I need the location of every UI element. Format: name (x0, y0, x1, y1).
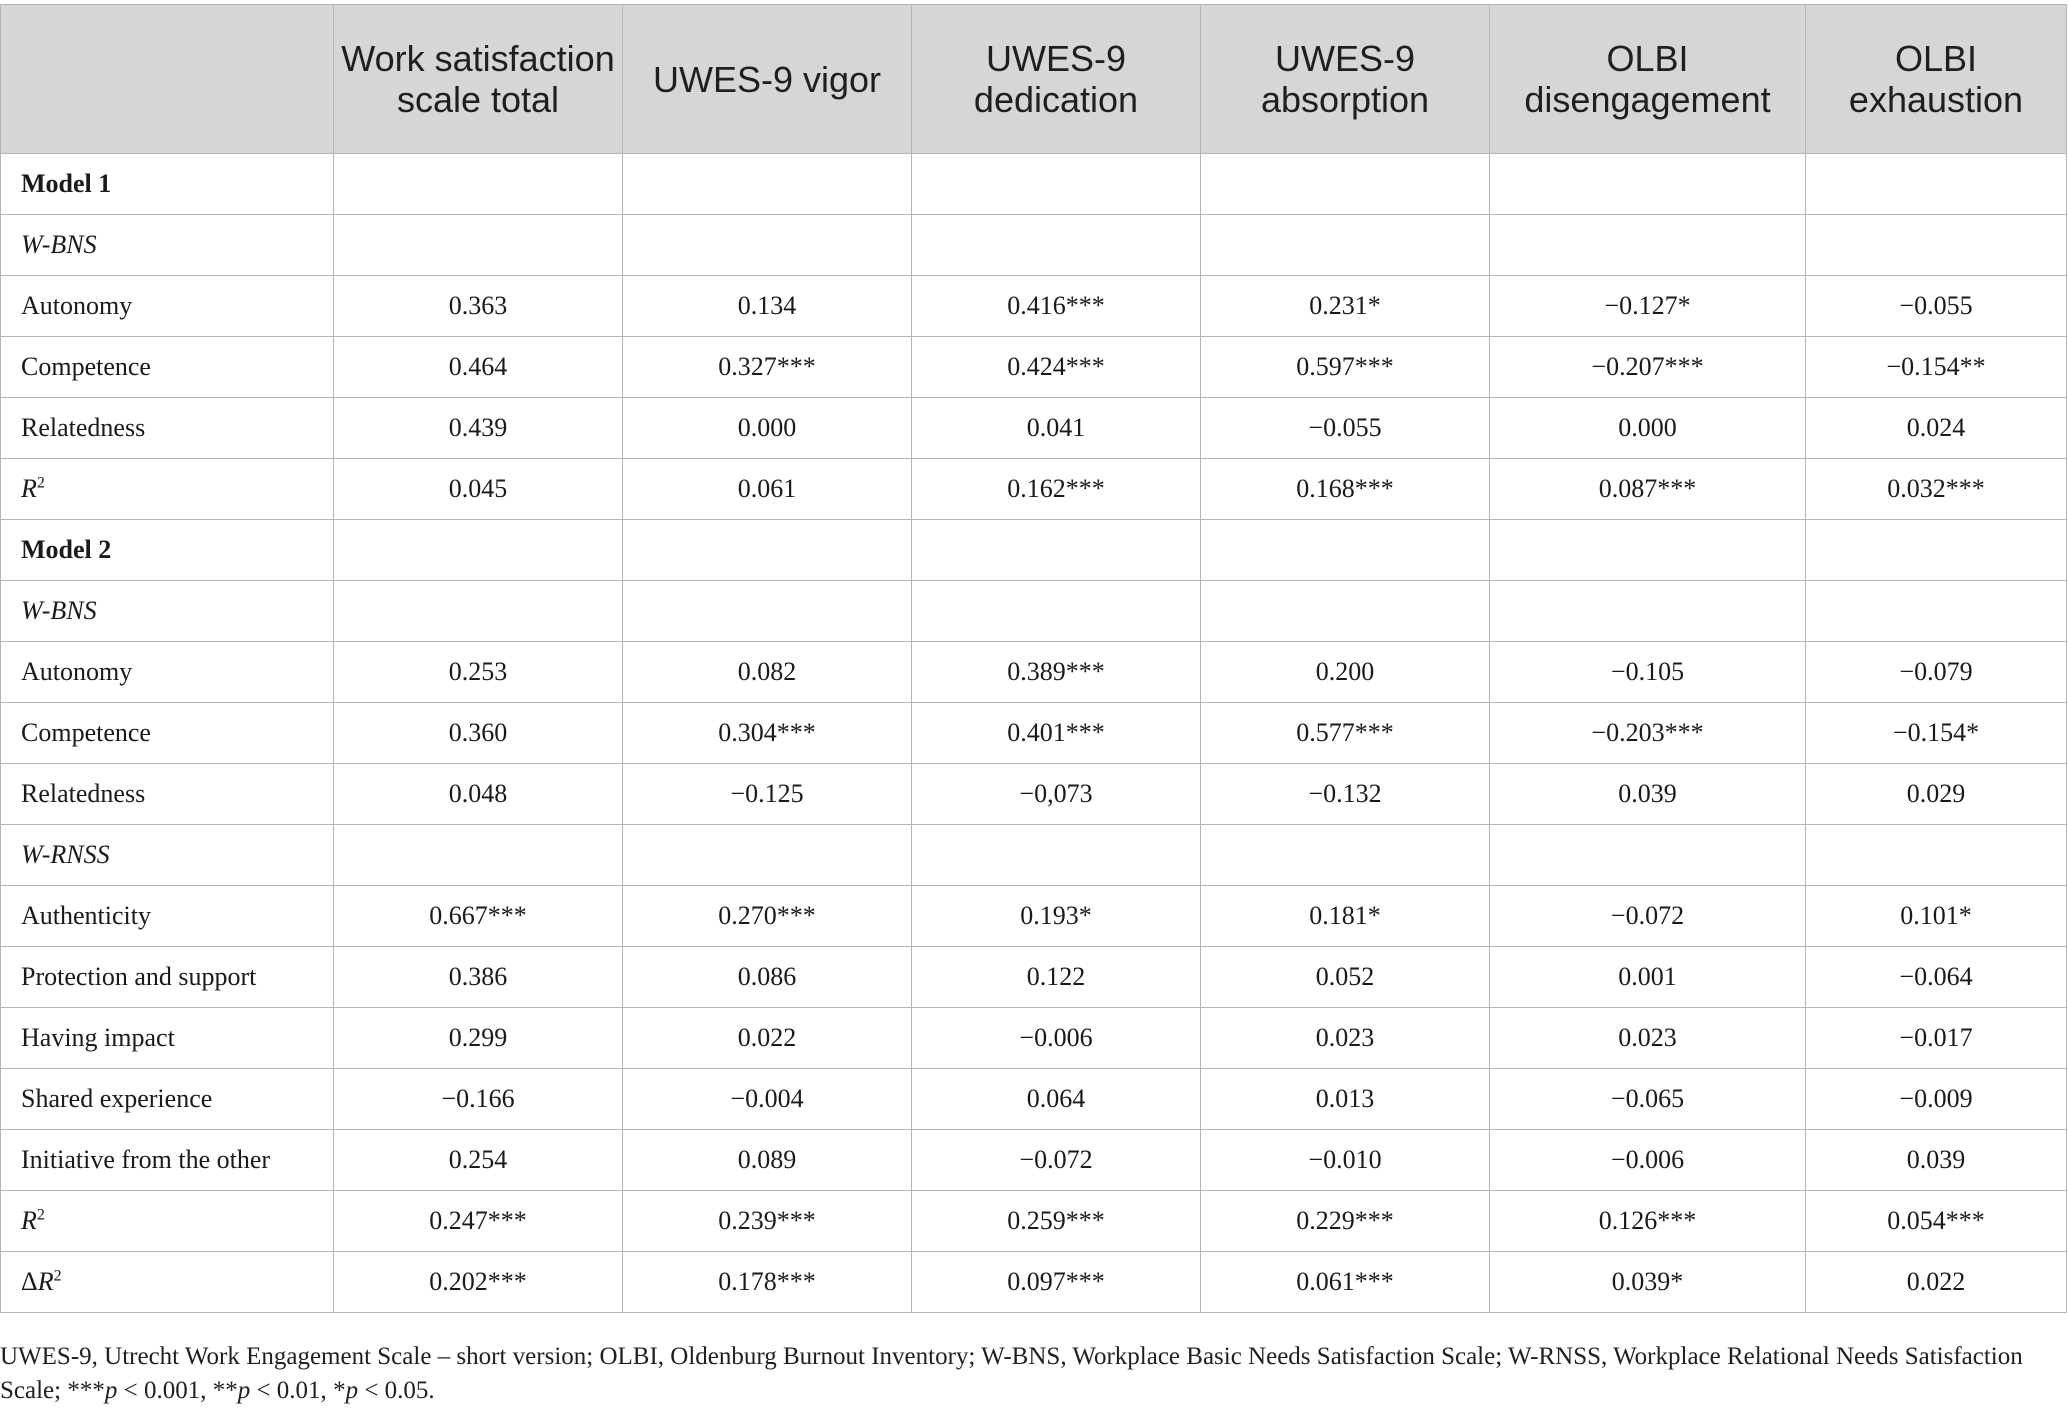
table-cell: 0.360 (334, 703, 623, 764)
table-cell (334, 520, 623, 581)
row-label: Autonomy (1, 642, 334, 703)
table-cell: 0.039 (1806, 1130, 2067, 1191)
row-label: Competence (1, 337, 334, 398)
table-cell (1201, 154, 1490, 215)
table-cell (623, 154, 912, 215)
table-cell: 0.577*** (1201, 703, 1490, 764)
table-cell: 0.168*** (1201, 459, 1490, 520)
table-cell: 0.054*** (1806, 1191, 2067, 1252)
table-cell: 0.082 (623, 642, 912, 703)
table-cell: 0.122 (912, 947, 1201, 1008)
table-cell (912, 520, 1201, 581)
table-cell (1201, 215, 1490, 276)
table-row (1, 1130, 2067, 1191)
table-cell: 0.178*** (623, 1252, 912, 1313)
table-cell: 0.039 (1490, 764, 1806, 825)
table-row (1, 337, 2067, 398)
superscript-two: 2 (36, 474, 45, 492)
table-cell: −0.006 (912, 1008, 1201, 1069)
table-row (1, 642, 2067, 703)
table-cell: 0.464 (334, 337, 623, 398)
table-cell (623, 215, 912, 276)
table-cell (334, 215, 623, 276)
row-label (1, 459, 334, 520)
table-cell: −0.125 (623, 764, 912, 825)
table-cell: 0.363 (334, 276, 623, 337)
table-cell: −0.065 (1490, 1069, 1806, 1130)
table-cell: −0.132 (1201, 764, 1490, 825)
row-label: Initiative from the other (1, 1130, 334, 1191)
table-cell: −0.207*** (1490, 337, 1806, 398)
table-cell: 0.254 (334, 1130, 623, 1191)
table-cell (912, 154, 1201, 215)
table-cell (1806, 520, 2067, 581)
table-cell (1490, 520, 1806, 581)
table-cell: −0,073 (912, 764, 1201, 825)
footnote-abbreviations: UWES-9, Utrecht Work Engagement Scale – short version; OLBI, Oldenburg Burnout Inventory; W-BNS, Workplace Basic Needs Satisfaction Scale; W-RNSS, Workplace Relational Needs Satisfaction Scale; (0, 1343, 2023, 1404)
table-cell (1490, 154, 1806, 215)
table-cell: −0.203*** (1490, 703, 1806, 764)
table-cell: −0.055 (1201, 398, 1490, 459)
footnote-sig-stars: * (333, 1377, 346, 1404)
table-cell: −0.006 (1490, 1130, 1806, 1191)
table-cell: 0.304*** (623, 703, 912, 764)
table-cell: 0.597*** (1201, 337, 1490, 398)
table-cell: −0.166 (334, 1069, 623, 1130)
column-header: OLBI disengagement (1490, 5, 1806, 154)
row-label: Protection and support (1, 947, 334, 1008)
table-cell: 0.259*** (912, 1191, 1201, 1252)
superscript-two: 2 (53, 1267, 62, 1285)
table-cell: 0.045 (334, 459, 623, 520)
footnote-sig-threshold: < 0.001, (117, 1377, 213, 1404)
row-label (1, 1252, 334, 1313)
table-cell: 0.126*** (1490, 1191, 1806, 1252)
table-cell: −0.010 (1201, 1130, 1490, 1191)
scale-heading-row (1, 581, 2067, 642)
table-row (1, 947, 2067, 1008)
table-cell (1201, 581, 1490, 642)
table-cell: 0.200 (1201, 642, 1490, 703)
table-body (1, 154, 2067, 1313)
table-cell: 0.022 (1806, 1252, 2067, 1313)
row-label: Autonomy (1, 276, 334, 337)
table-cell: 0.013 (1201, 1069, 1490, 1130)
table-cell (623, 520, 912, 581)
delta-symbol: Δ (21, 1267, 38, 1296)
row-label: Model 1 (1, 154, 334, 215)
header-cell-blank (1, 5, 334, 154)
row-label: W-BNS (1, 581, 334, 642)
model-heading-row (1, 154, 2067, 215)
row-label: Having impact (1, 1008, 334, 1069)
row-label (1, 1191, 334, 1252)
row-label: Relatedness (1, 764, 334, 825)
table-cell: −0.127* (1490, 276, 1806, 337)
table-cell: 0.089 (623, 1130, 912, 1191)
model-heading-row (1, 520, 2067, 581)
table-cell (1806, 215, 2067, 276)
r-symbol: R (37, 1267, 54, 1296)
table-cell: 0.239*** (623, 1191, 912, 1252)
table-cell (912, 825, 1201, 886)
table-cell: −0.154** (1806, 337, 2067, 398)
column-header: Work satisfaction scale total (334, 5, 623, 154)
table-cell: −0.055 (1806, 276, 2067, 337)
r-squared-row (1, 459, 2067, 520)
table-header-row (1, 5, 2067, 154)
footnote-sig-stars: *** (67, 1377, 105, 1404)
table-cell: 0.061 (623, 459, 912, 520)
table-row (1, 764, 2067, 825)
table-cell: −0.105 (1490, 642, 1806, 703)
table-cell: 0.064 (912, 1069, 1201, 1130)
row-label: Authenticity (1, 886, 334, 947)
footnote-p-symbol: p (104, 1377, 118, 1404)
table-cell: 0.023 (1201, 1008, 1490, 1069)
scale-heading-row (1, 825, 2067, 886)
table-row (1, 1069, 2067, 1130)
table-cell: 0.024 (1806, 398, 2067, 459)
table-cell (623, 825, 912, 886)
column-header: UWES-9 vigor (623, 5, 912, 154)
table-cell (1806, 154, 2067, 215)
table-cell: −0.072 (912, 1130, 1201, 1191)
table-cell: 0.000 (623, 398, 912, 459)
row-label: Relatedness (1, 398, 334, 459)
table-cell (334, 154, 623, 215)
footnote-sig-threshold: < 0.01, (250, 1377, 334, 1404)
row-label: Shared experience (1, 1069, 334, 1130)
table-cell: 0.439 (334, 398, 623, 459)
scale-heading-row (1, 215, 2067, 276)
table-row (1, 398, 2067, 459)
table-cell: 0.039* (1490, 1252, 1806, 1313)
table-cell: 0.253 (334, 642, 623, 703)
table-cell: 0.389*** (912, 642, 1201, 703)
r-symbol: R (21, 474, 37, 503)
table-cell: 0.001 (1490, 947, 1806, 1008)
table-cell (334, 825, 623, 886)
table-cell: 0.416*** (912, 276, 1201, 337)
table-cell: 0.087*** (1490, 459, 1806, 520)
column-header: OLBI exhaustion (1806, 5, 2067, 154)
table-cell: 0.048 (334, 764, 623, 825)
table-cell: 0.041 (912, 398, 1201, 459)
table-cell: 0.424*** (912, 337, 1201, 398)
table-cell: 0.231* (1201, 276, 1490, 337)
superscript-two: 2 (36, 1206, 45, 1224)
table-cell (912, 215, 1201, 276)
table-row (1, 1008, 2067, 1069)
table-cell (912, 581, 1201, 642)
table-cell: −0.009 (1806, 1069, 2067, 1130)
table-cell: 0.667*** (334, 886, 623, 947)
table-cell: 0.327*** (623, 337, 912, 398)
r-symbol: R (21, 1206, 37, 1235)
row-label: W-RNSS (1, 825, 334, 886)
table-row (1, 886, 2067, 947)
table-cell (1490, 825, 1806, 886)
row-label: Model 2 (1, 520, 334, 581)
footnote-p-symbol: p (345, 1377, 359, 1404)
table-cell: 0.401*** (912, 703, 1201, 764)
footnote-sig-stars: ** (212, 1377, 238, 1404)
r-squared-row (1, 1191, 2067, 1252)
table-cell (1490, 215, 1806, 276)
table-cell: 0.386 (334, 947, 623, 1008)
table-cell: 0.134 (623, 276, 912, 337)
table-footnote (0, 1340, 2050, 1408)
table-cell: 0.022 (623, 1008, 912, 1069)
table-cell (1490, 581, 1806, 642)
table-cell: 0.202*** (334, 1252, 623, 1313)
table-cell (334, 581, 623, 642)
table-cell: 0.229*** (1201, 1191, 1490, 1252)
r-squared-row (1, 1252, 2067, 1313)
table-cell: 0.299 (334, 1008, 623, 1069)
footnote-p-symbol: p (237, 1377, 251, 1404)
row-label: Competence (1, 703, 334, 764)
table-cell (1201, 520, 1490, 581)
table-row (1, 703, 2067, 764)
table-cell (1806, 825, 2067, 886)
table-cell: 0.000 (1490, 398, 1806, 459)
table-cell: −0.154* (1806, 703, 2067, 764)
results-table (0, 4, 2067, 1313)
table-cell: 0.097*** (912, 1252, 1201, 1313)
column-header: UWES-9 dedication (912, 5, 1201, 154)
table-cell (1201, 825, 1490, 886)
table-cell: 0.270*** (623, 886, 912, 947)
table-cell: 0.052 (1201, 947, 1490, 1008)
table-cell: −0.004 (623, 1069, 912, 1130)
table-cell (623, 581, 912, 642)
table-cell: 0.023 (1490, 1008, 1806, 1069)
table-cell: 0.029 (1806, 764, 2067, 825)
table-cell: −0.064 (1806, 947, 2067, 1008)
footnote-sig-threshold: < 0.05. (358, 1377, 435, 1404)
table-cell: 0.101* (1806, 886, 2067, 947)
column-header: UWES-9 absorption (1201, 5, 1490, 154)
table-cell: 0.247*** (334, 1191, 623, 1252)
table-cell (1806, 581, 2067, 642)
row-label: W-BNS (1, 215, 334, 276)
table-cell: 0.193* (912, 886, 1201, 947)
table-cell: 0.032*** (1806, 459, 2067, 520)
table-cell: −0.017 (1806, 1008, 2067, 1069)
table-cell: 0.181* (1201, 886, 1490, 947)
table-row (1, 276, 2067, 337)
table-cell: 0.086 (623, 947, 912, 1008)
table-cell: −0.079 (1806, 642, 2067, 703)
table-cell: −0.072 (1490, 886, 1806, 947)
table-cell: 0.061*** (1201, 1252, 1490, 1313)
table-cell: 0.162*** (912, 459, 1201, 520)
